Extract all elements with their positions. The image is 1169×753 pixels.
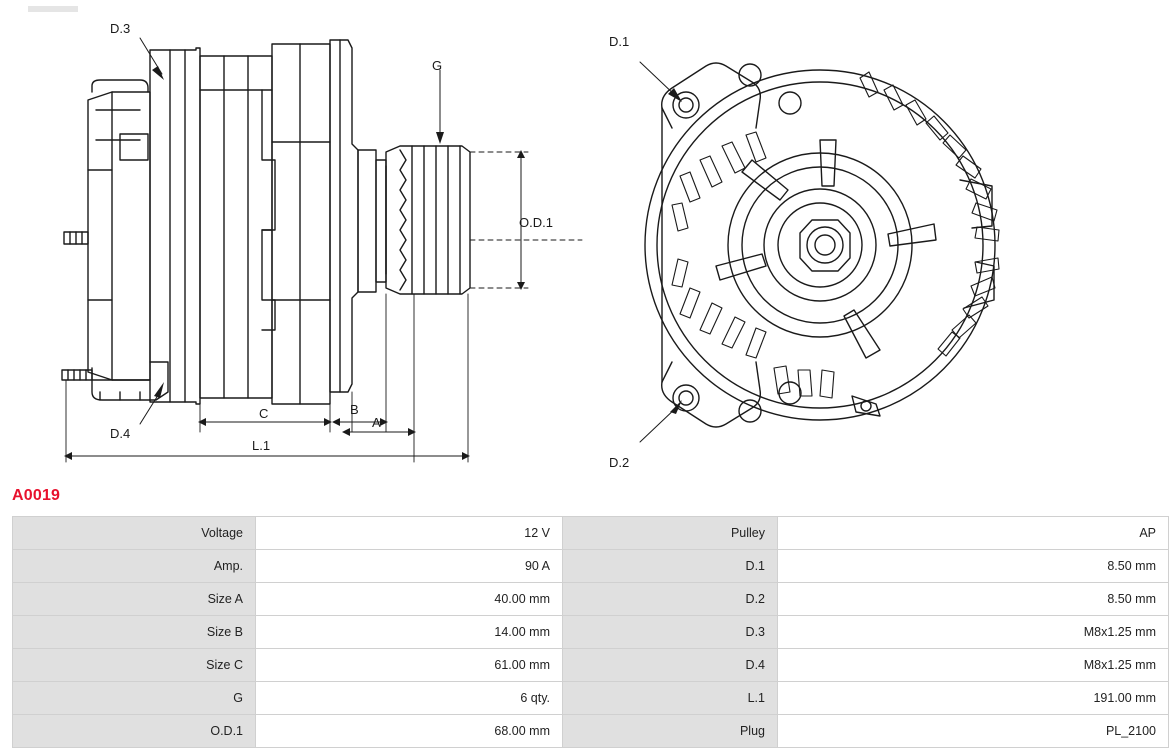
spec-label-od1: O.D.1 — [13, 715, 256, 748]
spec-label-voltage: Voltage — [13, 517, 256, 550]
part-code: A0019 — [12, 487, 61, 504]
spec-label-plug: Plug — [563, 715, 778, 748]
label-d4: D.4 — [110, 426, 131, 441]
spec-value-d2: 8.50 mm — [778, 583, 1169, 616]
spec-value-l1: 191.00 mm — [778, 682, 1169, 715]
spec-value-pulley: AP — [778, 517, 1169, 550]
spec-value-voltage: 12 V — [256, 517, 563, 550]
label-b: B — [350, 402, 359, 417]
table-row — [13, 550, 1169, 583]
table-row — [13, 583, 1169, 616]
table-row — [13, 616, 1169, 649]
table-row — [13, 715, 1169, 748]
spec-label-amp: Amp. — [13, 550, 256, 583]
specifications-table — [12, 516, 1169, 748]
label-c: C — [259, 406, 269, 421]
spec-label-d4: D.4 — [563, 649, 778, 682]
spec-value-plug: PL_2100 — [778, 715, 1169, 748]
spec-value-size-a: 40.00 mm — [256, 583, 563, 616]
spec-label-l1: L.1 — [563, 682, 778, 715]
spec-label-pulley: Pulley — [563, 517, 778, 550]
table-row — [13, 649, 1169, 682]
spec-label-size-a: Size A — [13, 583, 256, 616]
spec-value-g: 6 qty. — [256, 682, 563, 715]
alternator-front-view — [640, 62, 999, 442]
table-row — [13, 682, 1169, 715]
spec-label-d2: D.2 — [563, 583, 778, 616]
spec-value-amp: 90 A — [256, 550, 563, 583]
label-d2: D.2 — [609, 455, 630, 470]
table-row — [13, 517, 1169, 550]
spec-label-d3: D.3 — [563, 616, 778, 649]
spec-value-size-c: 61.00 mm — [256, 649, 563, 682]
spec-label-size-b: Size B — [13, 616, 256, 649]
spec-value-size-b: 14.00 mm — [256, 616, 563, 649]
label-od1: O.D.1 — [519, 215, 553, 230]
label-l1: L.1 — [252, 438, 271, 453]
spec-label-d1: D.1 — [563, 550, 778, 583]
spec-label-size-c: Size C — [13, 649, 256, 682]
spec-value-d4: M8x1.25 mm — [778, 649, 1169, 682]
label-d3: D.3 — [110, 21, 131, 36]
spec-value-d1: 8.50 mm — [778, 550, 1169, 583]
spec-value-od1: 68.00 mm — [256, 715, 563, 748]
label-d1: D.1 — [609, 34, 630, 49]
label-g: G — [432, 58, 443, 73]
alternator-side-view — [62, 38, 582, 462]
label-a: A — [372, 415, 381, 430]
spec-value-d3: M8x1.25 mm — [778, 616, 1169, 649]
spec-label-g: G — [13, 682, 256, 715]
